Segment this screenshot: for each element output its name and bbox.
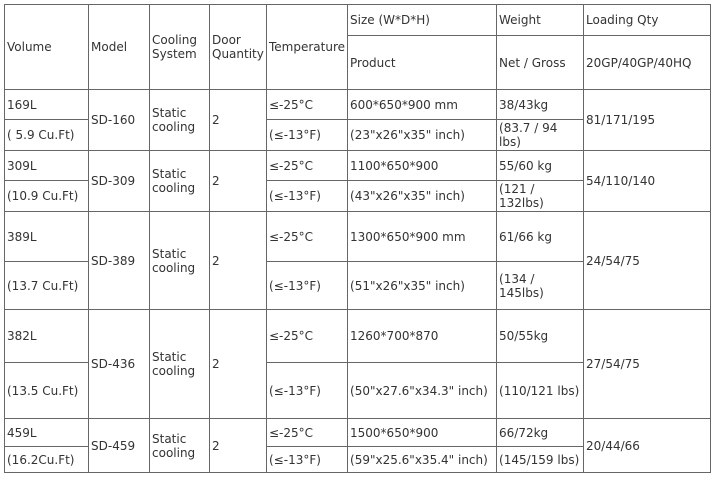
cooling-cell: Static cooling xyxy=(150,310,210,419)
size-inch: (51"x26"x35" inch) xyxy=(348,262,497,310)
weight-kg: 38/43kg xyxy=(497,90,584,120)
temperature-fahrenheit: (≤-13°F) xyxy=(267,447,348,473)
header-cooling-system: Cooling System xyxy=(150,5,210,90)
table-row xyxy=(5,151,711,181)
model-cell: SD-160 xyxy=(89,90,150,151)
spec-table xyxy=(4,4,711,473)
volume-liters: 459L xyxy=(5,419,89,447)
temperature-fahrenheit: (≤-13°F) xyxy=(267,181,348,212)
loading-cell: 54/110/140 xyxy=(584,151,711,212)
door-cell: 2 xyxy=(210,212,267,310)
loading-cell: 81/171/195 xyxy=(584,90,711,151)
size-inch: (59"x25.6"x35.4" inch) xyxy=(348,447,497,473)
table-row xyxy=(5,90,711,120)
header-weight: Weight xyxy=(497,5,584,36)
weight-kg: 55/60 kg xyxy=(497,151,584,181)
temperature-celsius: ≤-25°C xyxy=(267,310,348,363)
loading-cell: 24/54/75 xyxy=(584,212,711,310)
loading-cell: 20/44/66 xyxy=(584,419,711,473)
size-inch: (50"x27.6"x34.3" inch) xyxy=(348,363,497,419)
table-row xyxy=(5,212,711,262)
model-cell: SD-309 xyxy=(89,151,150,212)
volume-cuft: (13.5 Cu.Ft) xyxy=(5,363,89,419)
header-size: Size (W*D*H) xyxy=(348,5,497,36)
cooling-cell: Static cooling xyxy=(150,212,210,310)
volume-liters: 309L xyxy=(5,151,89,181)
weight-lbs: (145/159 lbs) xyxy=(497,447,584,473)
weight-lbs: (110/121 lbs) xyxy=(497,363,584,419)
weight-kg: 61/66 kg xyxy=(497,212,584,262)
temperature-celsius: ≤-25°C xyxy=(267,212,348,262)
subheader-container: 20GP/40GP/40HQ xyxy=(584,36,711,90)
door-cell: 2 xyxy=(210,310,267,419)
volume-cuft: (13.7 Cu.Ft) xyxy=(5,262,89,310)
temperature-fahrenheit: (≤-13°F) xyxy=(267,120,348,151)
door-cell: 2 xyxy=(210,151,267,212)
size-mm: 1500*650*900 xyxy=(348,419,497,447)
header-volume: Volume xyxy=(5,5,89,90)
header-door-quantity: Door Quantity xyxy=(210,5,267,90)
model-cell: SD-389 xyxy=(89,212,150,310)
temperature-fahrenheit: (≤-13°F) xyxy=(267,262,348,310)
weight-kg: 50/55kg xyxy=(497,310,584,363)
volume-liters: 169L xyxy=(5,90,89,120)
size-mm: 1300*650*900 mm xyxy=(348,212,497,262)
header-row xyxy=(5,5,711,36)
model-cell: SD-459 xyxy=(89,419,150,473)
weight-lbs: (121 / 132lbs) xyxy=(497,181,584,212)
size-inch: (23"x26"x35" inch) xyxy=(348,120,497,151)
temperature-celsius: ≤-25°C xyxy=(267,90,348,120)
weight-kg: 66/72kg xyxy=(497,419,584,447)
volume-cuft: (10.9 Cu.Ft) xyxy=(5,181,89,212)
loading-cell: 27/54/75 xyxy=(584,310,711,419)
temperature-celsius: ≤-25°C xyxy=(267,151,348,181)
weight-lbs: (134 / 145lbs) xyxy=(497,262,584,310)
table-row xyxy=(5,419,711,447)
model-cell: SD-436 xyxy=(89,310,150,419)
cooling-cell: Static cooling xyxy=(150,151,210,212)
temperature-celsius: ≤-25°C xyxy=(267,419,348,447)
size-inch: (43"x26"x35" inch) xyxy=(348,181,497,212)
spec-table-container xyxy=(4,4,711,473)
temperature-fahrenheit: (≤-13°F) xyxy=(267,363,348,419)
header-loading-qty: Loading Qty xyxy=(584,5,711,36)
subheader-product: Product xyxy=(348,36,497,90)
volume-cuft: ( 5.9 Cu.Ft) xyxy=(5,120,89,151)
subheader-net-gross: Net / Gross xyxy=(497,36,584,90)
door-cell: 2 xyxy=(210,90,267,151)
cooling-cell: Static cooling xyxy=(150,419,210,473)
weight-lbs: (83.7 / 94 lbs) xyxy=(497,120,584,151)
size-mm: 1260*700*870 xyxy=(348,310,497,363)
size-mm: 1100*650*900 xyxy=(348,151,497,181)
header-temperature: Temperature xyxy=(267,5,348,90)
cooling-cell: Static cooling xyxy=(150,90,210,151)
volume-cuft: (16.2Cu.Ft) xyxy=(5,447,89,473)
header-model: Model xyxy=(89,5,150,90)
table-row xyxy=(5,310,711,363)
volume-liters: 382L xyxy=(5,310,89,363)
size-mm: 600*650*900 mm xyxy=(348,90,497,120)
volume-liters: 389L xyxy=(5,212,89,262)
door-cell: 2 xyxy=(210,419,267,473)
